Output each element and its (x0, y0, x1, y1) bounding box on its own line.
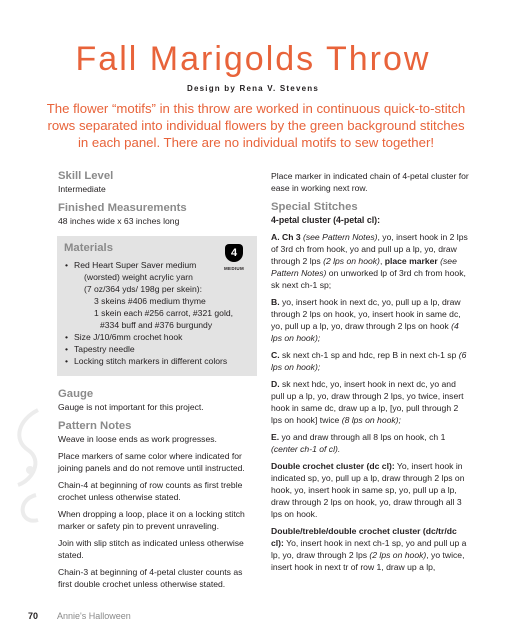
materials-box (57, 236, 257, 376)
yarn-weight-number: 4 (225, 244, 243, 262)
measurements-heading: Finished Measurements (58, 202, 187, 214)
list-item: • Locking stitch markers in different colors (65, 356, 228, 366)
list-item: • Size J/10/6mm crochet hook (65, 332, 183, 342)
designer-byline: Design by Rena V. Stevens (187, 84, 319, 93)
gauge-heading: Gauge (58, 388, 94, 400)
list-item: 1 skein each #256 carrot, #321 gold, (94, 308, 234, 318)
special-stitches-heading: Special Stitches (271, 201, 358, 213)
dc-tr-dc-cluster-definition: Double/treble/double crochet cluster (dc/tr/dc cl): Yo, insert hook in next ch-1 sp, yo and pull up a lp, yo, draw through 2 lps (2 lps on hook), yo twice, insert hook in next tr of row 1, draw up a lp, (271, 526, 467, 572)
step-c: C. sk next ch-1 sp and hdc, rep B in next ch-1 sp (6 lps on hook); (271, 350, 467, 372)
list-item: 3 skeins #406 medium thyme (94, 296, 206, 306)
book-title: Annie's Halloween (57, 611, 131, 621)
page-footer (28, 611, 131, 621)
cluster-subheading: 4-petal cluster (4-petal cl): (271, 215, 381, 225)
step-d: D. sk next hdc, yo, insert hook in next dc, yo and pull up a lp, yo, draw through 2 lps, yo twice, insert hook in same dc, draw up a lp, [yo, pull through 2 lps on hook] twice (8 lps on hook); (271, 379, 464, 425)
page-number: 70 (28, 611, 39, 621)
list-item: (worsted) weight acrylic yarn (84, 272, 193, 282)
dc-cluster-definition: Double crochet cluster (dc cl): Yo, insert hook in indicated sp, yo, pull up a lp, draw through 2 lps on hook, yo, insert hook in same sp, yo, pull up a lp, draw through 2 lps on hook, yo, draw through all 3 lps on hook. (271, 461, 465, 519)
pattern-note: Place markers of same color where indicated for joining panels and do not remove until instructed. (58, 451, 245, 473)
yarn-weight-label: MEDIUM (223, 266, 245, 271)
pattern-note: Join with slip stitch as indicated unless otherwise stated. (58, 538, 244, 560)
skill-level-value: Intermediate (58, 184, 106, 194)
list-item: • Tapestry needle (65, 344, 135, 354)
list-item: #334 buff and #376 burgundy (100, 320, 213, 330)
step-a: A. Ch 3 (see Pattern Notes), yo, insert hook in 2 lps of 3rd ch from hook, yo and pull up a lp, yo, draw through 2 lps (2 lps on hook), place marker (see Pattern Notes) on unworked lp of 3rd ch from hook, sk next ch-1 sp; (271, 232, 468, 290)
pattern-note: When dropping a loop, place it on a locking stitch marker or safety pin to prevent unraveling. (58, 509, 245, 531)
materials-heading: Materials (64, 242, 113, 254)
skill-level-heading: Skill Level (58, 170, 114, 182)
decorative-swirl-icon (8, 400, 48, 540)
pattern-note: Chain-3 at beginning of 4-petal cluster counts as first double crochet unless otherwise stated. (58, 567, 243, 589)
measurements-value: 48 inches wide x 63 inches long (58, 216, 180, 226)
marker-note: Place marker in indicated chain of 4-petal cluster for ease in working next row. (271, 171, 469, 193)
pattern-notes-heading: Pattern Notes (58, 420, 132, 432)
materials-list (64, 259, 250, 367)
list-item: • Red Heart Super Saver medium (65, 260, 197, 270)
step-e: E. yo and draw through all 8 lps on hook, ch 1 (center ch-1 of cl). (271, 432, 446, 454)
list-item: (7 oz/364 yds/ 198g per skein): (84, 284, 202, 294)
gauge-value: Gauge is not important for this project. (58, 402, 204, 412)
step-b: B. yo, insert hook in next dc, yo, pull up a lp, draw through 2 lps on hook, yo, insert hook in same dc, yo, pull up a lp, yo, draw through 2 lps on hook (4 lps on hook); (271, 297, 461, 343)
right-column (271, 170, 471, 573)
pattern-note: Chain-4 at beginning of row counts as first treble crochet unless otherwise stated. (58, 480, 243, 502)
page-title: Fall Marigolds Throw (75, 40, 431, 78)
intro-paragraph: The flower “motifs” in this throw are worked in continuous quick-to-stitch rows separated into individual flowers by the green background stitches in each panel. There are no individual motifs to sew together! (46, 101, 466, 150)
left-column (58, 170, 258, 590)
pattern-note: Weave in loose ends as work progresses. (58, 434, 217, 444)
